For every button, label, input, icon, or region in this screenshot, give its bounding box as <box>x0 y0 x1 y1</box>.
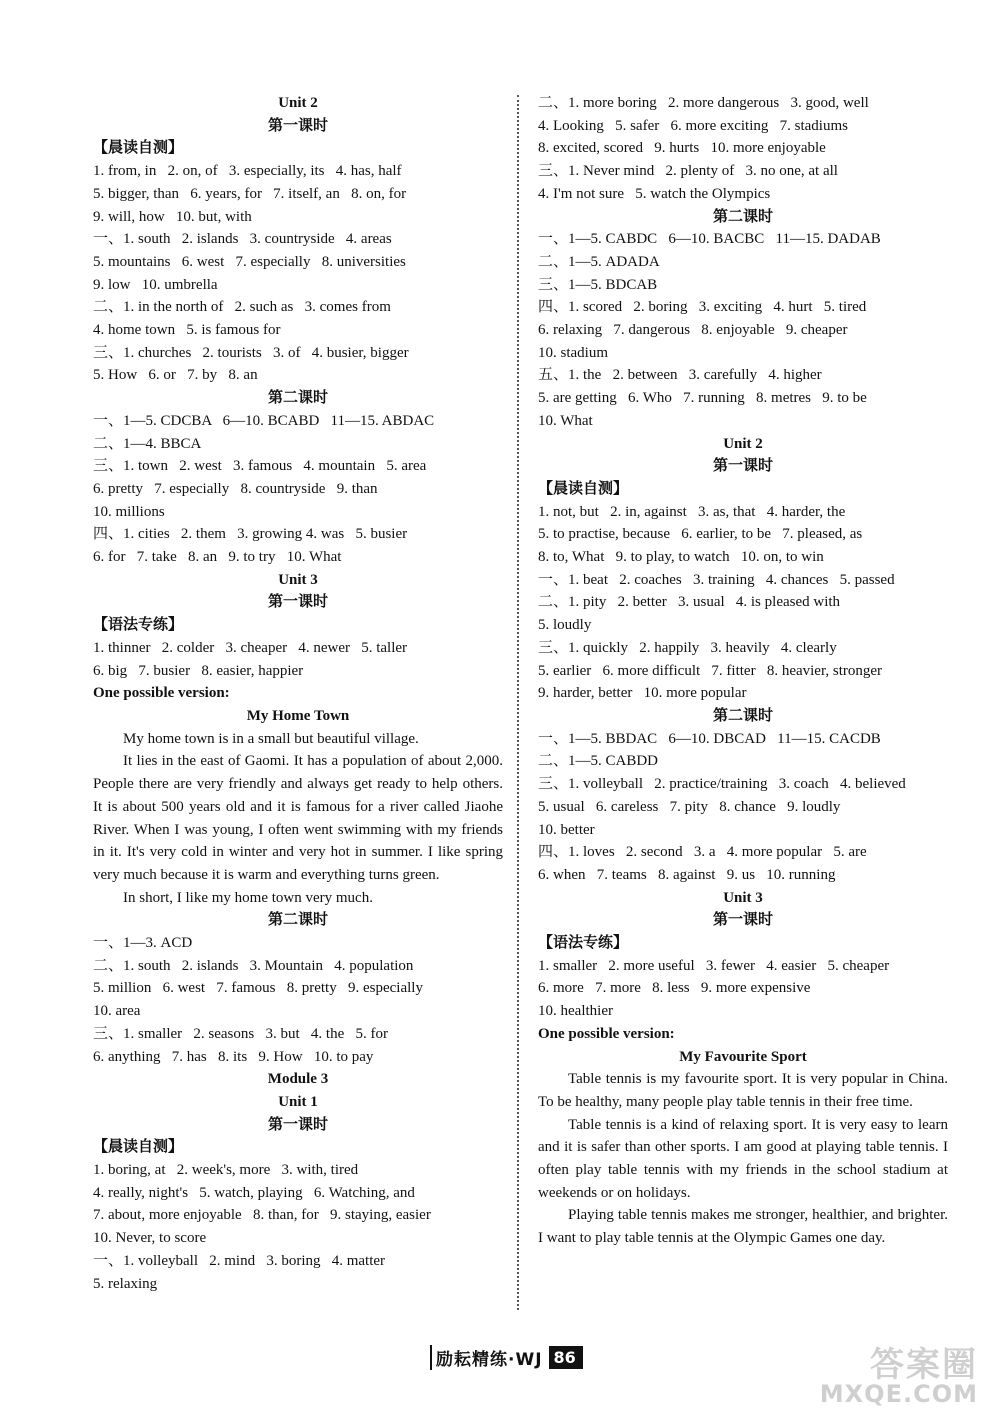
essay-paragraph: My home town is in a small but beautiful village. <box>123 730 419 747</box>
section-heading: 第一课时 <box>267 117 328 134</box>
answer-line: 四、1. scored 2. boring 3. exciting 4. hurt 5. tired <box>538 299 867 316</box>
answer-line: 二、1—4. BBCA <box>93 435 202 452</box>
answer-line: 5. loudly <box>538 617 592 634</box>
answer-line: 一、1. volleyball 2. mind 3. boring 4. matter <box>93 1252 386 1269</box>
answer-line: 1. not, but 2. in, against 3. as, that 4. harder, the <box>538 503 846 520</box>
essay-paragraph: Table tennis is my favourite sport. It is very popular in China. To be healthy, many people play table tennis in their free time. <box>538 1071 948 1110</box>
subsection-label: 【晨读自测】 <box>93 1139 184 1156</box>
section-heading: 第二课时 <box>267 912 328 929</box>
answer-line: 三、1. town 2. west 3. famous 4. mountain 5. area <box>93 458 427 475</box>
answer-line: 6. for 7. take 8. an 9. to try 10. What <box>93 549 342 566</box>
essay-paragraph: Playing table tennis makes me stronger, healthier, and brighter. I want to play table tennis at the Olympic Games one day. <box>538 1207 948 1247</box>
answer-line: 1. thinner 2. colder 3. cheaper 4. newer 5. taller <box>93 639 408 656</box>
answer-line: 5. are getting 6. Who 7. running 8. metres 9. to be <box>538 390 867 407</box>
answer-line: 一、1. south 2. islands 3. countryside 4. areas <box>93 231 392 248</box>
section-heading: 第一课时 <box>267 594 328 611</box>
watermark-logo <box>819 1345 978 1408</box>
answer-line: 9. low 10. umbrella <box>93 276 218 293</box>
answer-line: 5. to practise, because 6. earlier, to be 7. pleased, as <box>538 526 863 543</box>
section-heading: 第二课时 <box>712 707 773 724</box>
answer-line: 5. million 6. west 7. famous 8. pretty 9. especially <box>93 980 423 997</box>
subsection-label: 【语法专练】 <box>538 935 629 952</box>
subsection-label: One possible version: <box>93 685 230 702</box>
answer-line: 5. mountains 6. west 7. especially 8. universities <box>93 253 406 270</box>
section-heading: Unit 3 <box>723 889 763 906</box>
watermark-title: 答案圈 <box>870 1345 978 1385</box>
left-column <box>93 92 503 1295</box>
essay-paragraph: In short, I like my home town very much. <box>123 889 373 906</box>
answer-line: 10. stadium <box>538 344 608 361</box>
answer-line: 6. relaxing 7. dangerous 8. enjoyable 9. cheaper <box>538 322 848 339</box>
answer-line: 5. earlier 6. more difficult 7. fitter 8. heavier, stronger <box>538 662 883 679</box>
page-number: 86 <box>549 1346 583 1369</box>
answer-line: 三、1. volleyball 2. practice/training 3. coach 4. believed <box>538 776 906 793</box>
section-heading: 第一课时 <box>712 912 773 929</box>
answer-line: 1. boring, at 2. week's, more 3. with, tired <box>93 1162 359 1179</box>
answer-line: 1. from, in 2. on, of 3. especially, its 4. has, half <box>93 163 402 180</box>
answer-line: 8. excited, scored 9. hurts 10. more enjoyable <box>538 140 826 157</box>
answer-line: 10. area <box>93 1003 141 1020</box>
section-heading: Unit 1 <box>278 1093 318 1110</box>
answer-line: 6. pretty 7. especially 8. countryside 9. than <box>93 480 378 497</box>
answer-line: 6. big 7. busier 8. easier, happier <box>93 662 304 679</box>
answer-line: 10. better <box>538 821 595 838</box>
section-heading: My Favourite Sport <box>679 1048 807 1065</box>
answer-line: 10. healthier <box>538 1003 613 1020</box>
page-footer <box>430 1340 583 1374</box>
section-heading: Unit 2 <box>723 435 763 452</box>
answer-line: 4. really, night's 5. watch, playing 6. Watching, and <box>93 1184 415 1201</box>
answer-line: 三、1. Never mind 2. plenty of 3. no one, at all <box>538 163 838 180</box>
answer-line: 5. bigger, than 6. years, for 7. itself, an 8. on, for <box>93 185 407 202</box>
answer-line: 4. home town 5. is famous for <box>93 322 281 339</box>
answer-line: 10. Never, to score <box>93 1230 207 1247</box>
answer-line: 四、1. cities 2. them 3. growing 4. was 5. busier <box>93 526 408 543</box>
answer-line: 7. about, more enjoyable 8. than, for 9. staying, easier <box>93 1207 431 1224</box>
answer-line: 6. when 7. teams 8. against 9. us 10. running <box>538 866 836 883</box>
answer-line: 五、1. the 2. between 3. carefully 4. higher <box>538 367 822 384</box>
answer-line: 4. Looking 5. safer 6. more exciting 7. stadiums <box>538 117 848 134</box>
answer-line: 一、1. beat 2. coaches 3. training 4. chances 5. passed <box>538 571 895 588</box>
answer-line: 一、1—5. BBDAC 6—10. DBCAD 11—15. CACDB <box>538 730 881 747</box>
answer-line: 5. usual 6. careless 7. pity 8. chance 9. loudly <box>538 798 841 815</box>
subsection-label: One possible version: <box>538 1025 675 1042</box>
answer-line: 一、1—3. ACD <box>93 935 193 952</box>
answer-line: 5. How 6. or 7. by 8. an <box>93 367 258 384</box>
answer-line: 二、1—5. CABDD <box>538 753 659 770</box>
answer-line: 三、1—5. BDCAB <box>538 276 658 293</box>
watermark-url: MXQE.COM <box>819 1380 978 1408</box>
answer-line: 一、1—5. CDCBA 6—10. BCABD 11—15. ABDAC <box>93 412 435 429</box>
section-heading: 第一课时 <box>712 458 773 475</box>
section-heading: 第二课时 <box>712 208 773 225</box>
answer-line: 9. harder, better 10. more popular <box>538 685 747 702</box>
section-heading: Unit 3 <box>278 571 318 588</box>
answer-line: 四、1. loves 2. second 3. a 4. more popular 5. are <box>538 844 867 861</box>
right-column <box>538 92 948 1250</box>
essay-paragraph: It lies in the east of Gaomi. It has a population of about 2,000. People there are very friendly and always get ready to help others. It is about 500 years old and it is famous for a river called Jiaohe River. When I was young, I often went swimming with my friends in it. It's very cold in winter and very hot in summer. I like spring very much because it is warm and everything turns green. <box>93 753 503 883</box>
answer-line: 5. relaxing <box>93 1275 158 1292</box>
answer-line: 6. anything 7. has 8. its 9. How 10. to pay <box>93 1048 374 1065</box>
section-heading: My Home Town <box>246 707 350 724</box>
section-heading: 第一课时 <box>267 1116 328 1133</box>
subsection-label: 【晨读自测】 <box>538 480 629 497</box>
answer-line: 三、1. quickly 2. happily 3. heavily 4. clearly <box>538 639 837 656</box>
essay-paragraph: Table tennis is a kind of relaxing sport. It is very easy to learn and it is safer than other sports. I am good at playing table tennis. I often play table tennis with my friends in the school stadium at weekends or on holidays. <box>538 1116 948 1201</box>
answer-line: 1. smaller 2. more useful 3. fewer 4. easier 5. cheaper <box>538 957 890 974</box>
section-heading: 第二课时 <box>267 390 328 407</box>
answer-line: 二、1. in the north of 2. such as 3. comes from <box>93 299 391 316</box>
answer-line: 二、1. south 2. islands 3. Mountain 4. population <box>93 957 414 974</box>
answer-line: 一、1—5. CABDC 6—10. BACBC 11—15. DADAB <box>538 231 881 248</box>
answer-line: 二、1. more boring 2. more dangerous 3. good, well <box>538 95 869 111</box>
answer-line: 三、1. smaller 2. seasons 3. but 4. the 5. for <box>93 1025 388 1042</box>
answer-line: 二、1. pity 2. better 3. usual 4. is pleased with <box>538 594 841 611</box>
column-divider <box>517 95 519 1310</box>
answer-line: 8. to, What 9. to play, to watch 10. on, to win <box>538 549 824 566</box>
footer-brand: 励耘精练·WJ <box>430 1345 543 1370</box>
section-heading: Unit 2 <box>278 95 318 111</box>
section-heading: Module 3 <box>267 1071 329 1088</box>
subsection-label: 【语法专练】 <box>93 617 184 634</box>
answer-line: 10. millions <box>93 503 165 520</box>
subsection-label: 【晨读自测】 <box>93 140 184 157</box>
answer-line: 4. I'm not sure 5. watch the Olympics <box>538 185 771 202</box>
answer-line: 三、1. churches 2. tourists 3. of 4. busier, bigger <box>93 344 409 361</box>
answer-line: 二、1—5. ADADA <box>538 253 660 270</box>
answer-line: 6. more 7. more 8. less 9. more expensive <box>538 980 811 997</box>
answer-line: 10. What <box>538 412 593 429</box>
answer-line: 9. will, how 10. but, with <box>93 208 252 225</box>
